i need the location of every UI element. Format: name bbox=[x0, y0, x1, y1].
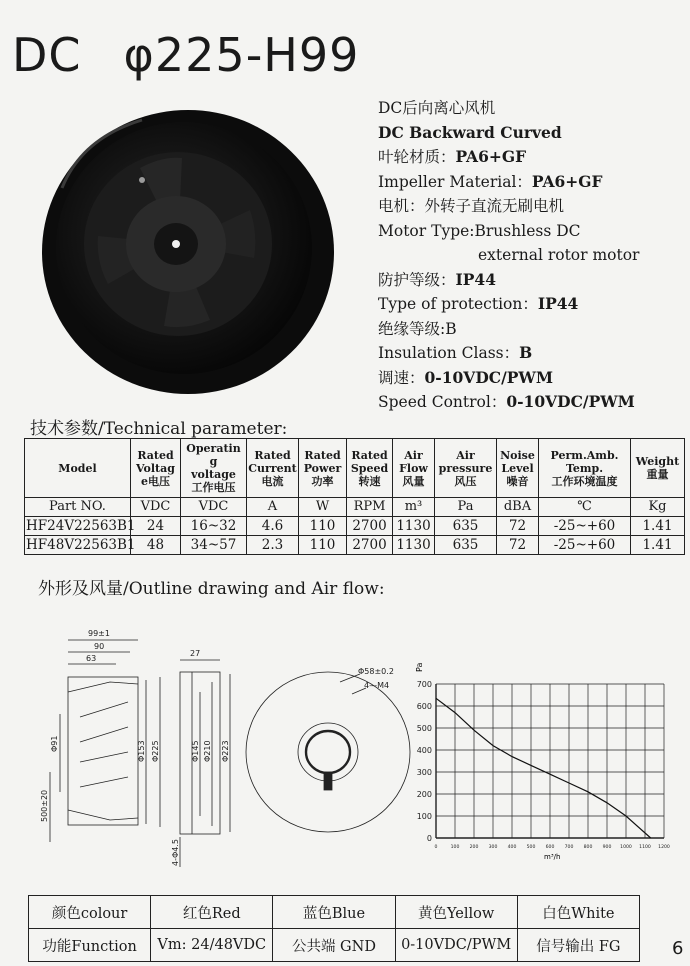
table-cell: W bbox=[299, 498, 347, 517]
chart-ylabel: Pa bbox=[415, 662, 424, 672]
table-header-line: g bbox=[209, 455, 218, 468]
table-cell: Kg bbox=[631, 498, 685, 517]
function-cell: 信号输出 FG bbox=[517, 929, 639, 962]
function-row bbox=[29, 929, 640, 962]
side-view-shroud bbox=[68, 682, 138, 820]
chart-y-tick: 200 bbox=[416, 790, 432, 799]
table-header-line: Weight bbox=[635, 455, 680, 468]
motor-cn: 电机：外转子直流无刷电机 bbox=[378, 197, 565, 215]
table-header-line: Current bbox=[248, 461, 297, 475]
dim-99: 99±1 bbox=[88, 629, 110, 638]
chart-x-tick: 500 bbox=[526, 845, 536, 850]
table-cell: HF24V22563B1 bbox=[26, 518, 136, 534]
chart-y-tick: 300 bbox=[416, 768, 432, 777]
table-header-line: Noise bbox=[500, 448, 535, 462]
table-header-cell bbox=[435, 439, 497, 498]
chart-x-tick: 1000 bbox=[620, 845, 632, 850]
table-header-cell bbox=[539, 439, 631, 498]
table-header-line: Rated bbox=[137, 448, 174, 462]
motor-en-2: external rotor motor bbox=[478, 246, 640, 264]
page-title bbox=[12, 28, 359, 82]
dim-223: Φ223 bbox=[221, 740, 230, 762]
outline-title: 外形及风量/Outline drawing and Air flow: bbox=[38, 579, 385, 599]
table-header-line: 电流 bbox=[261, 474, 284, 488]
protection-cn-value: IP44 bbox=[455, 269, 496, 289]
table-header-line: Speed bbox=[350, 461, 389, 475]
table-cell: -25~+60 bbox=[539, 536, 631, 555]
page-number: 6 bbox=[672, 938, 684, 959]
table-header-cell bbox=[497, 439, 539, 498]
table-cell: RPM bbox=[347, 498, 393, 517]
table-cell: 16~32 bbox=[181, 517, 247, 536]
colors-cell: 颜色colour bbox=[29, 896, 151, 929]
chart-x-tick: 600 bbox=[545, 845, 555, 850]
insulation-en-value: B bbox=[519, 343, 533, 362]
table-header-line: Rated bbox=[351, 448, 388, 462]
speed-cn-label: 调速： bbox=[378, 368, 425, 387]
table-cell: VDC bbox=[181, 498, 247, 517]
table-header-cell bbox=[25, 439, 131, 498]
table-header-cell bbox=[181, 439, 247, 498]
impeller-cn-label: 叶轮材质： bbox=[378, 148, 456, 166]
front-view-motor bbox=[306, 731, 350, 773]
table-header-cell bbox=[393, 439, 435, 498]
table-header-line: 工作电压 bbox=[191, 481, 236, 494]
table-header-cell bbox=[299, 439, 347, 498]
table-cell: m³ bbox=[393, 498, 435, 517]
chart-y-tick: 400 bbox=[416, 746, 432, 755]
chart-x-tick: 1100 bbox=[639, 845, 651, 850]
table-header-line: e电压 bbox=[141, 474, 170, 488]
front-view-cable bbox=[324, 772, 332, 790]
table-cell: 110 bbox=[299, 536, 347, 555]
table-header-line: Perm.Amb. bbox=[550, 448, 619, 462]
table-cell: 72 bbox=[497, 517, 539, 536]
table-cell: 1.41 bbox=[631, 517, 685, 536]
protection-en bbox=[378, 292, 678, 317]
table-cell: 48 bbox=[131, 536, 181, 555]
table-cell: -25~+60 bbox=[539, 517, 631, 536]
side-view-body bbox=[68, 677, 138, 825]
chart-xlabel: m³/h bbox=[544, 853, 561, 861]
insulation-en-label: Insulation Class： bbox=[378, 344, 520, 362]
impeller-cn-value: PA6+GF bbox=[455, 147, 527, 166]
dim-153: Φ153 bbox=[137, 740, 146, 762]
fan-photo bbox=[22, 98, 352, 408]
chart-grid bbox=[436, 684, 664, 838]
table-cell: 24 bbox=[131, 517, 181, 536]
airflow-chart bbox=[410, 656, 680, 866]
table-cell: 72 bbox=[497, 536, 539, 555]
insulation-cn: 绝缘等级:B bbox=[378, 319, 457, 338]
tech-table bbox=[24, 438, 685, 555]
table-cell: 2700 bbox=[347, 536, 393, 555]
table-header-cell bbox=[347, 439, 393, 498]
table-header-line: Air bbox=[404, 448, 423, 462]
function-cell: 功能Function bbox=[29, 929, 151, 962]
table-cell: A bbox=[247, 498, 299, 517]
table-header-line: 风压 bbox=[454, 474, 477, 488]
table-header-row bbox=[25, 439, 685, 498]
table-header-line: pressure bbox=[438, 461, 493, 475]
colors-cell: 白色White bbox=[517, 896, 639, 929]
table-header-line: Level bbox=[501, 461, 534, 475]
dim-m4: 4—M4 bbox=[364, 681, 390, 690]
table-header-line: Rated bbox=[304, 448, 341, 462]
table-cell: VDC bbox=[131, 498, 181, 517]
function-cell: 0-10VDC/PWM bbox=[395, 929, 517, 962]
protection-en-value: IP44 bbox=[537, 294, 579, 313]
protection-en-label: Type of protection： bbox=[378, 295, 538, 313]
dim-27: 27 bbox=[190, 649, 201, 658]
impeller-cn bbox=[378, 145, 678, 170]
table-header-line: Model bbox=[58, 461, 97, 475]
table-header-line: Temp. bbox=[565, 461, 604, 475]
motor-en-1: Motor Type:Brushless DC bbox=[378, 221, 581, 240]
table-cell: 1130 bbox=[393, 536, 435, 555]
protection-cn-label: 防护等级： bbox=[378, 270, 456, 289]
table-cell: 1130 bbox=[393, 517, 435, 536]
table-header-line: Flow bbox=[399, 461, 428, 475]
table-header-line: Rated bbox=[254, 448, 291, 462]
table-header-cell bbox=[631, 439, 685, 498]
table-units-row bbox=[25, 498, 685, 517]
dim-holes: 4-Φ4.5 bbox=[171, 839, 180, 866]
protection-cn bbox=[378, 268, 678, 293]
wire-colors-table bbox=[28, 895, 640, 962]
table-header-line: 转速 bbox=[358, 474, 381, 488]
chart-x-tick: 800 bbox=[583, 845, 593, 850]
chart-series-line bbox=[436, 698, 651, 838]
dim-lead: 500±20 bbox=[40, 789, 49, 822]
type-cn: DC后向离心风机 bbox=[378, 99, 496, 117]
chart-x-tick: 100 bbox=[450, 845, 460, 850]
table-cell: 635 bbox=[435, 517, 497, 536]
dim-145: Φ145 bbox=[191, 740, 200, 762]
colors-cell: 红色Red bbox=[151, 896, 273, 929]
speed-cn bbox=[378, 366, 678, 391]
table-cell: 2.3 bbox=[247, 536, 299, 555]
chart-y-tick: 700 bbox=[416, 680, 432, 689]
table-header-line: 噪音 bbox=[506, 474, 529, 488]
colors-cell: 黄色Yellow bbox=[395, 896, 517, 929]
dim-90: 90 bbox=[94, 642, 105, 651]
table-cell: HF48V22563B1 bbox=[26, 537, 136, 553]
table-row bbox=[25, 536, 685, 555]
outline-drawing bbox=[20, 622, 420, 872]
function-cell: Vm: 24/48VDC bbox=[151, 929, 273, 962]
table-header-line: 重量 bbox=[646, 468, 669, 481]
chart-x-tick: 200 bbox=[469, 845, 479, 850]
table-cell: 635 bbox=[435, 536, 497, 555]
table-cell: Part NO. bbox=[25, 498, 131, 517]
impeller-en bbox=[378, 170, 678, 195]
chart-x-tick: 0 bbox=[434, 845, 438, 850]
table-cell: 1.41 bbox=[631, 536, 685, 555]
colors-row bbox=[29, 896, 640, 929]
dim-210: Φ210 bbox=[203, 740, 212, 762]
table-header-line: Air bbox=[456, 448, 475, 462]
table-header-line: 风量 bbox=[402, 474, 425, 488]
title-prefix: DC bbox=[12, 28, 82, 82]
side-view-blades bbox=[80, 702, 128, 787]
table-cell: 110 bbox=[299, 517, 347, 536]
table-cell: 34~57 bbox=[181, 536, 247, 555]
table-cell: ℃ bbox=[539, 498, 631, 517]
speed-en-label: Speed Control： bbox=[378, 393, 507, 411]
insulation-en bbox=[378, 341, 678, 366]
chart-x-tick: 900 bbox=[602, 845, 612, 850]
table-header-line: voltage bbox=[191, 468, 236, 481]
table-cell: Pa bbox=[435, 498, 497, 517]
function-cell: 公共端 GND bbox=[273, 929, 395, 962]
dim-225: Φ225 bbox=[151, 740, 160, 762]
table-header-cell bbox=[247, 439, 299, 498]
chart-x-tick: 700 bbox=[564, 845, 574, 850]
speed-en bbox=[378, 390, 678, 415]
speed-en-value: 0-10VDC/PWM bbox=[506, 392, 635, 411]
table-cell: 2700 bbox=[347, 517, 393, 536]
chart-x-tick: 1200 bbox=[658, 845, 670, 850]
front-view-outer bbox=[246, 672, 410, 832]
chart-y-tick: 0 bbox=[426, 834, 432, 843]
impeller-en-value: PA6+GF bbox=[531, 171, 603, 191]
table-header-line: Power bbox=[303, 461, 342, 475]
impeller-en-label: Impeller Material： bbox=[378, 172, 532, 191]
table-cell: dBA bbox=[497, 498, 539, 517]
type-en: DC Backward Curved bbox=[378, 122, 562, 142]
table-header-line: 工作环境温度 bbox=[551, 474, 618, 488]
table-cell: 4.6 bbox=[247, 517, 299, 536]
colors-cell: 蓝色Blue bbox=[273, 896, 395, 929]
chart-y-tick: 500 bbox=[416, 724, 432, 733]
chart-x-tick: 300 bbox=[488, 845, 498, 850]
table-row bbox=[25, 517, 685, 536]
tech-title: 技术参数/Technical parameter: bbox=[30, 419, 288, 439]
table-body bbox=[25, 498, 685, 555]
chart-x-tick: 400 bbox=[507, 845, 517, 850]
chart-y-tick: 600 bbox=[416, 702, 432, 711]
dim-91: Φ91 bbox=[50, 735, 59, 752]
table-header-line: Voltag bbox=[136, 461, 175, 475]
table-header-line: 功率 bbox=[311, 474, 334, 488]
dim-58: Φ58±0.2 bbox=[358, 667, 394, 676]
table-header-line: Operatin bbox=[186, 442, 241, 455]
chart-y-tick: 100 bbox=[416, 812, 432, 821]
spec-block bbox=[378, 96, 678, 415]
dim-63: 63 bbox=[86, 654, 97, 663]
table-header-cell bbox=[131, 439, 181, 498]
title-model: φ225-H99 bbox=[123, 28, 360, 82]
speed-cn-value: 0-10VDC/PWM bbox=[424, 367, 553, 387]
